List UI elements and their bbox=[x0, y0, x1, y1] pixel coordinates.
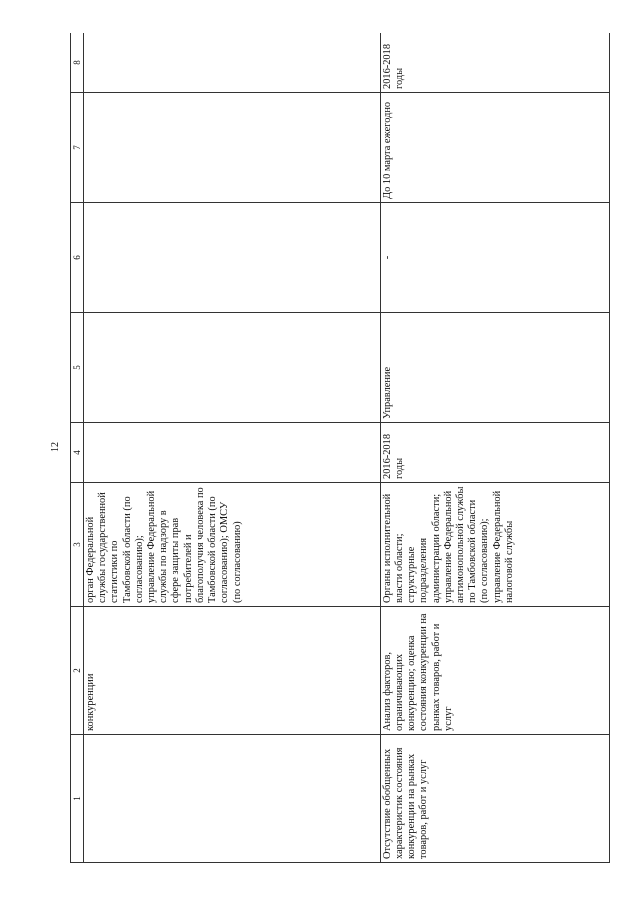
cell-responsible: Управление bbox=[380, 313, 609, 423]
cell-result bbox=[84, 203, 381, 313]
rotated-table bbox=[70, 33, 610, 863]
cell-measure: Анализ факторов, ограничивающих конкуренцию; оценка состояния конкуренции на рынках товаров, работ и услуг bbox=[380, 607, 609, 735]
cell-measure: конкуренции bbox=[84, 607, 381, 735]
cell-term bbox=[84, 33, 381, 93]
column-header-1: 1 bbox=[71, 735, 84, 863]
table-container bbox=[70, 33, 610, 863]
column-header-8: 8 bbox=[71, 33, 84, 93]
column-header-3: 3 bbox=[71, 483, 84, 607]
column-header-2: 2 bbox=[71, 607, 84, 735]
cell-executors: орган Федеральной службы государственной статистики по Тамбовской области (по согласованию); управление Федеральной службы по надзору в сфере защиты прав потребителей и благополучия человека по Тамбовской области (по согласованию); ОМСУ (по согласованию) bbox=[84, 483, 381, 607]
cell-deadline: До 10 марта ежегодно bbox=[380, 93, 609, 203]
table-row bbox=[380, 33, 609, 863]
cell-problem: Отсутствие обобщенных характеристик состояния конкуренции на рынках товаров, работ и услуг bbox=[380, 735, 609, 863]
column-header-4: 4 bbox=[71, 423, 84, 483]
cell-period: 2016-2018 годы bbox=[380, 423, 609, 483]
column-header-6: 6 bbox=[71, 203, 84, 313]
header-row bbox=[71, 33, 84, 863]
cell-executors: Органы исполнительной власти области; структурные подразделения администрации области; управление Федеральной антимонопольной службы по Тамбовской области (по согласованию); управление Федеральной налоговой службы bbox=[380, 483, 609, 607]
cell-deadline bbox=[84, 93, 381, 203]
page-number: 12 bbox=[50, 442, 61, 452]
measures-table bbox=[70, 33, 610, 863]
cell-period bbox=[84, 423, 381, 483]
cell-result: - bbox=[380, 203, 609, 313]
column-header-7: 7 bbox=[71, 93, 84, 203]
cell-term: 2016-2018 годы bbox=[380, 33, 609, 93]
cell-problem bbox=[84, 735, 381, 863]
table-row bbox=[84, 33, 381, 863]
cell-responsible bbox=[84, 313, 381, 423]
column-header-5: 5 bbox=[71, 313, 84, 423]
